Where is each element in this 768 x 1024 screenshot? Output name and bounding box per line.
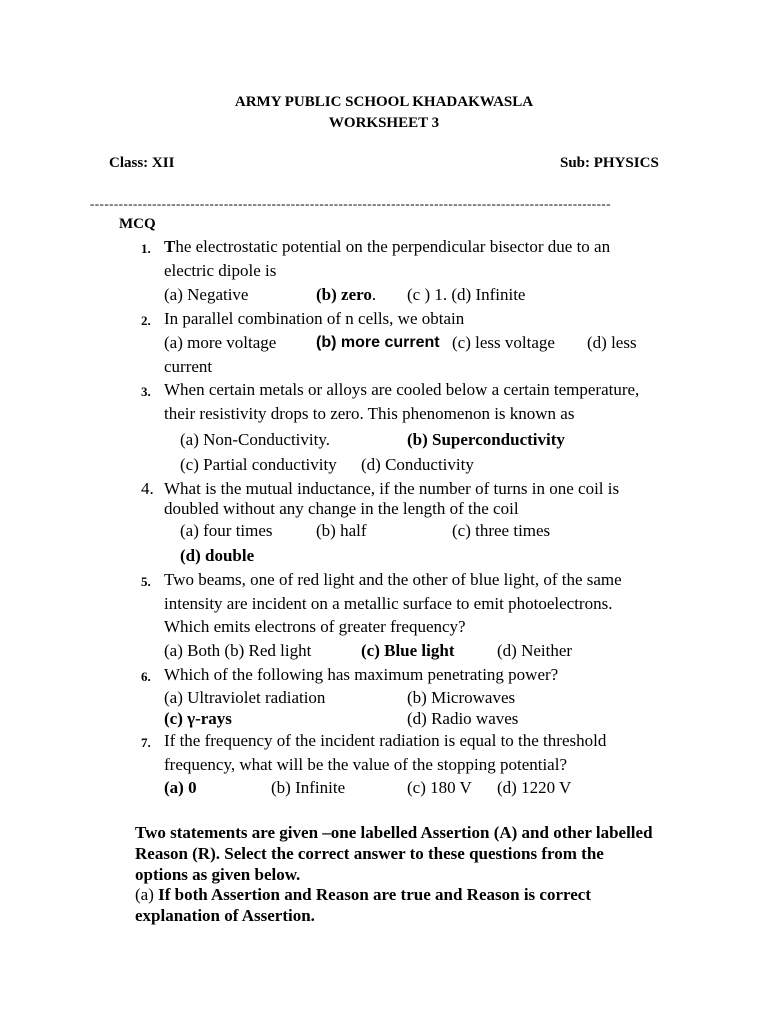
question-first-letter: T	[164, 237, 176, 256]
question-text: When certain metals or alloys are cooled below a certain temperature,	[164, 380, 640, 399]
option-b: (b) Superconductivity	[407, 430, 565, 449]
option-b: (b) half	[316, 521, 367, 540]
option-b: (b) more current	[316, 334, 440, 351]
divider-line: -------------------------------------------------------------------------------------------------------------	[90, 196, 611, 211]
question-text: Two beams, one of red light and the other of blue light, of the same	[164, 570, 622, 589]
question-text: In parallel combination of n cells, we obtain	[164, 309, 465, 328]
option-d-cont: current	[164, 357, 213, 376]
question-text: If the frequency of the incident radiation is equal to the threshold	[164, 731, 607, 750]
school-name: ARMY PUBLIC SCHOOL KHADAKWASLA	[234, 94, 534, 110]
question-text: Which of the following has maximum penetrating power?	[164, 665, 559, 684]
option-a: (a) Ultraviolet radiation	[164, 688, 326, 707]
question-number: 2.	[141, 313, 151, 328]
option-d: (d) Conductivity	[361, 455, 474, 474]
question-text: What is the mutual inductance, if the number of turns in one coil is	[164, 479, 620, 498]
option-b-answer: (b) zero	[316, 285, 372, 304]
question-number: 7.	[141, 735, 151, 750]
option-c: (c) Partial conductivity	[180, 455, 337, 474]
question-number: 4.	[141, 479, 154, 498]
worksheet-title: WORKSHEET 3	[328, 115, 440, 131]
question-number: 3.	[141, 384, 151, 399]
assertion-option-a-text: If both Assertion and Reason are true and Reason is correct	[158, 885, 591, 904]
option-c-d: (c ) 1. (d) Infinite	[407, 285, 526, 304]
option-c: (c) 180 V	[407, 778, 472, 797]
option-c: (c) three times	[452, 521, 551, 540]
question-text-cont: intensity are incident on a metallic surface to emit photoelectrons.	[164, 594, 613, 613]
option-c: (c) less voltage	[452, 333, 555, 352]
option-a-b: (a) Both (b) Red light	[164, 641, 312, 660]
question-text	[164, 237, 610, 257]
assertion-option-a-cont: explanation of Assertion.	[135, 906, 315, 925]
question-text-cont: electric dipole is	[164, 261, 277, 280]
option-a: (a) four times	[180, 521, 273, 540]
option-b: (b) Microwaves	[407, 688, 516, 707]
question-text-rest: he electrostatic potential on the perpendicular bisector due to an	[175, 237, 611, 256]
option-c: (c) γ-rays	[164, 709, 232, 728]
question-text-cont: Which emits electrons of greater frequency?	[164, 617, 466, 636]
question-text-cont: doubled without any change in the length of the coil	[164, 499, 519, 518]
option-d: (d) double	[180, 546, 255, 565]
assertion-intro-cont: options as given below.	[135, 865, 301, 884]
option-b-tail: .	[371, 285, 377, 304]
option-a: (a) Negative	[164, 285, 249, 304]
option-d: (d) less	[587, 333, 637, 352]
option-a: (a) Non-Conductivity.	[180, 430, 330, 449]
option-d: (d) Radio waves	[407, 709, 519, 728]
assertion-option-a-label: (a)	[135, 885, 159, 904]
assertion-intro: Two statements are given –one labelled Assertion (A) and other labelled	[135, 823, 653, 842]
option-a: (a) 0	[164, 778, 197, 797]
question-number: 6.	[141, 669, 151, 684]
class-label: Class: XII	[109, 155, 175, 171]
option-d: (d) Neither	[497, 641, 573, 660]
question-number: 5.	[141, 574, 151, 589]
question-text-cont: frequency, what will be the value of the stopping potential?	[164, 755, 567, 774]
option-a: (a) more voltage	[164, 333, 277, 352]
question-text-cont: their resistivity drops to zero. This phenomenon is known as	[164, 404, 575, 423]
question-number: 1.	[141, 241, 151, 256]
option-d: (d) 1220 V	[497, 778, 572, 797]
option-b	[316, 285, 376, 305]
option-b: (b) Infinite	[271, 778, 346, 797]
subject-label: Sub: PHYSICS	[560, 155, 659, 171]
assertion-intro-cont: Reason (R). Select the correct answer to these questions from the	[135, 844, 604, 863]
section-title: MCQ	[119, 216, 156, 232]
option-c: (c) Blue light	[361, 641, 455, 660]
assertion-option-a	[135, 885, 591, 905]
